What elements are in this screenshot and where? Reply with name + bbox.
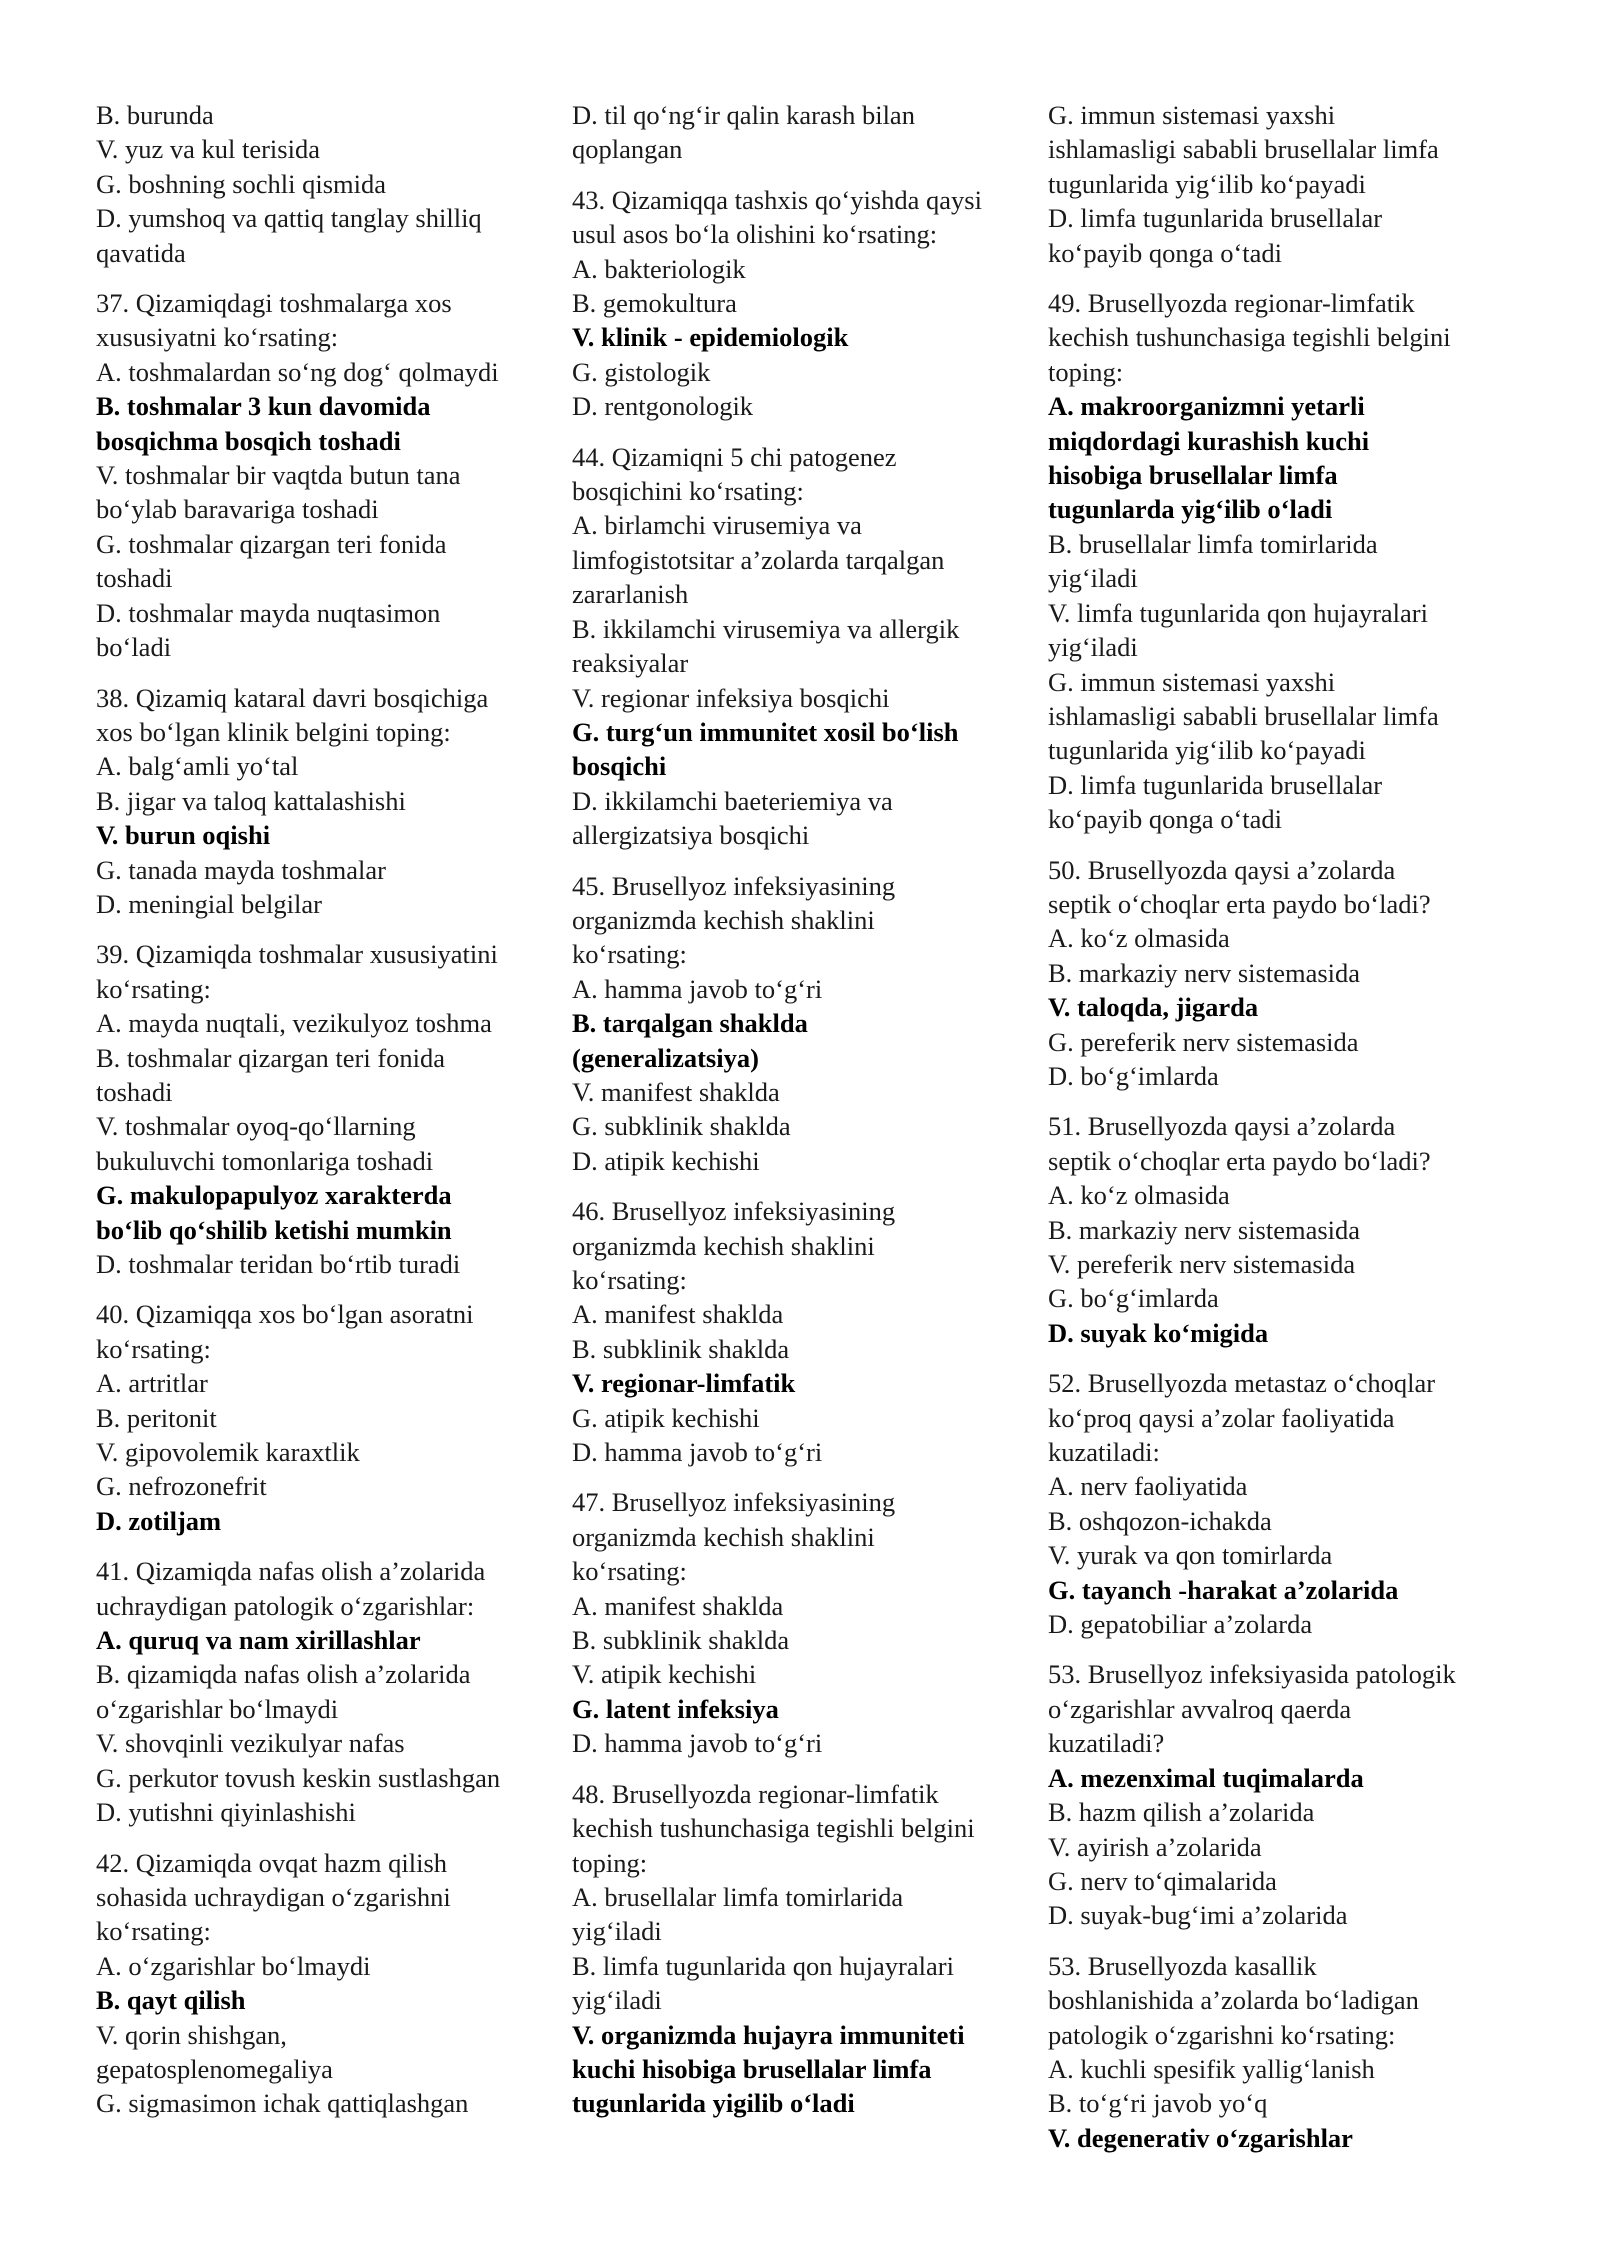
question-block xyxy=(1048,853,1518,1094)
text-line: G. sigmasimon ichak qattiqlashgan xyxy=(96,2088,469,2119)
text-line: A. manifest shaklda xyxy=(572,1299,784,1330)
text-line: B. brusellalar limfa tomirlarida xyxy=(1048,528,1378,559)
correct-answer-line: G. tayanch -harakat a’zolarida xyxy=(1048,1574,1399,1605)
correct-answer-line: B. toshmalar 3 kun davomida xyxy=(96,391,431,422)
text-line: V. ayirish a’zolarida xyxy=(1048,1831,1262,1862)
text-line: G. toshmalar qizargan teri fonida xyxy=(96,528,447,559)
correct-answer-line: B. tarqalgan shaklda xyxy=(572,1008,808,1039)
text-line: A. hamma javob to‘g‘ri xyxy=(572,973,823,1004)
text-line: 53. Brusellyoz infeksiyasida patologik xyxy=(1048,1659,1456,1690)
text-line: A. ko‘z olmasida xyxy=(1048,923,1230,954)
question-block xyxy=(1048,286,1518,837)
text-line: toping: xyxy=(572,1847,648,1878)
text-line: D. toshmalar mayda nuqtasimon xyxy=(96,597,441,628)
text-line: B. burunda xyxy=(96,100,214,130)
question-block xyxy=(572,440,1042,853)
text-line: toping: xyxy=(1048,356,1124,387)
text-line: boshlanishida a’zolarda bo‘ladigan xyxy=(1048,1985,1419,2016)
text-line: B. hazm qilish a’zolarida xyxy=(1048,1797,1315,1828)
text-column-1 xyxy=(96,98,566,2137)
question-block xyxy=(96,286,566,664)
text-line: V. gipovolemik karaxtlik xyxy=(96,1437,360,1468)
text-line: B. jigar va taloq kattalashishi xyxy=(96,785,406,816)
correct-answer-line: A. makroorganizmni yetarli xyxy=(1048,391,1365,422)
text-line: G. atipik kechishi xyxy=(572,1402,760,1433)
question-block xyxy=(96,1297,566,1538)
text-line: 38. Qizamiq kataral davri bosqichiga xyxy=(96,682,489,713)
text-line: G. nefrozonefrit xyxy=(96,1471,267,1502)
text-line: B. gemokultura xyxy=(572,288,737,319)
question-block xyxy=(572,1194,1042,1469)
text-line: limfogistotsitar a’zolarda tarqalgan xyxy=(572,544,945,575)
question-block xyxy=(96,1846,566,2121)
text-line: ishlamasligi sababli brusellalar limfa xyxy=(1048,134,1439,165)
text-line: B. toshmalar qizargan teri fonida xyxy=(96,1042,446,1073)
text-line: 44. Qizamiqni 5 chi patogenez xyxy=(572,441,897,472)
text-line: 49. Brusellyozda regionar-limfatik xyxy=(1048,288,1415,319)
text-line: bo‘ylab baravariga toshadi xyxy=(96,494,379,525)
text-line: 53. Brusellyozda kasallik xyxy=(1048,1950,1317,1981)
correct-answer-line: V. burun oqishi xyxy=(96,820,271,851)
text-line: D. suyak-bug‘imi a’zolarida xyxy=(1048,1900,1348,1931)
text-line: ishlamasligi sababli brusellalar limfa xyxy=(1048,700,1439,731)
text-line: V. limfa tugunlarida qon hujayralari xyxy=(1048,597,1428,628)
question-block xyxy=(96,937,566,1281)
text-line: yig‘iladi xyxy=(1048,563,1138,594)
text-line: D. bo‘g‘imlarda xyxy=(1048,1060,1219,1091)
text-line: ko‘payib qonga o‘tadi xyxy=(1048,804,1283,835)
text-line: yig‘iladi xyxy=(1048,632,1138,663)
question-block xyxy=(572,1485,1042,1760)
text-line: B. markaziy nerv sistemasida xyxy=(1048,957,1361,988)
question-block xyxy=(572,98,1042,167)
text-line: 42. Qizamiqda ovqat hazm qilish xyxy=(96,1847,448,1878)
text-line: V. qorin shishgan, xyxy=(96,2019,287,2050)
text-line: D. rentgonologik xyxy=(572,391,754,422)
text-line: bukuluvchi tomonlariga toshadi xyxy=(96,1145,434,1176)
text-line: reaksiyalar xyxy=(572,648,689,679)
text-line: A. nerv faoliyatida xyxy=(1048,1471,1248,1502)
text-line: V. yurak va qon tomirlarda xyxy=(1048,1540,1333,1571)
text-line: toshadi xyxy=(96,563,173,594)
correct-answer-line: miqdordagi kurashish kuchi xyxy=(1048,425,1370,456)
text-line: yig‘iladi xyxy=(572,1985,662,2016)
text-line: B. limfa tugunlarida qon hujayralari xyxy=(572,1950,954,1981)
text-line: tugunlarida yig‘ilib ko‘payadi xyxy=(1048,735,1366,766)
text-line: toshadi xyxy=(96,1076,173,1107)
question-block xyxy=(1048,1657,1518,1932)
text-line: B. peritonit xyxy=(96,1402,217,1433)
text-line: D. meningial belgilar xyxy=(96,888,322,919)
text-line: A. bakteriologik xyxy=(572,253,746,284)
question-block xyxy=(96,1554,566,1829)
text-line: A. brusellalar limfa tomirlarida xyxy=(572,1881,904,1912)
text-line: A. ko‘z olmasida xyxy=(1048,1180,1230,1211)
question-block xyxy=(96,681,566,922)
text-line: A. artritlar xyxy=(96,1368,208,1399)
text-line: D. yumshoq va qattiq tanglay shilliq xyxy=(96,203,482,234)
text-line: A. mayda nuqtali, vezikulyoz toshma xyxy=(96,1008,492,1039)
correct-answer-line: bosqichi xyxy=(572,751,667,782)
correct-answer-line: G. turg‘un immunitet xosil bo‘lish xyxy=(572,716,959,747)
text-line: kechish tushunchasiga tegishli belgini xyxy=(1048,322,1451,353)
text-line: G. nerv to‘qimalarida xyxy=(1048,1865,1277,1896)
text-line: organizmda kechish shaklini xyxy=(572,904,875,935)
text-line: B. markaziy nerv sistemasida xyxy=(1048,1214,1361,1245)
text-line: ko‘rsating: xyxy=(572,1265,687,1295)
text-line: 43. Qizamiqqa tashxis qo‘yishda qaysi xyxy=(572,184,982,215)
correct-answer-line: V. taloqda, jigarda xyxy=(1048,992,1259,1023)
text-line: G. pereferik nerv sistemasida xyxy=(1048,1026,1359,1057)
text-line: B. oshqozon-ichakda xyxy=(1048,1505,1272,1536)
text-line: G. boshning sochli qismida xyxy=(96,168,387,199)
text-line: A. o‘zgarishlar bo‘lmaydi xyxy=(96,1950,371,1981)
text-line: D. yutishni qiyinlashishi xyxy=(96,1797,356,1828)
correct-answer-line: V. klinik - epidemiologik xyxy=(572,322,849,353)
text-line: ko‘proq qaysi a’zolar faoliyatida xyxy=(1048,1402,1395,1433)
text-line: 48. Brusellyozda regionar-limfatik xyxy=(572,1778,939,1809)
correct-answer-line: V. organizmda hujayra immuniteti xyxy=(572,2019,965,2050)
text-line: tugunlarida yig‘ilib ko‘payadi xyxy=(1048,168,1366,199)
correct-answer-line: G. makulopapulyoz xarakterda xyxy=(96,1180,452,1211)
correct-answer-line: G. latent infeksiya xyxy=(572,1693,779,1724)
text-line: A. toshmalardan so‘ng dog‘ qolmaydi xyxy=(96,356,499,387)
text-line: usul asos bo‘la olishini ko‘rsating: xyxy=(572,219,938,250)
text-line: qoplangan xyxy=(572,134,683,165)
correct-answer-line: bosqichma bosqich toshadi xyxy=(96,425,401,456)
correct-answer-line: D. suyak ko‘migida xyxy=(1048,1317,1269,1348)
question-block xyxy=(96,98,566,270)
text-line: septik o‘choqlar erta paydo bo‘ladi? xyxy=(1048,888,1431,919)
text-line: G. gistologik xyxy=(572,356,711,387)
text-line: ko‘rsating: xyxy=(96,1916,211,1947)
question-block xyxy=(572,1777,1042,2121)
correct-answer-line: A. quruq va nam xirillashlar xyxy=(96,1625,421,1656)
correct-answer-line: kuchi hisobiga brusellalar limfa xyxy=(572,2053,932,2084)
text-line: B. subklinik shaklda xyxy=(572,1625,790,1656)
text-line: allergizatsiya bosqichi xyxy=(572,820,810,851)
text-line: patologik o‘zgarishni ko‘rsating: xyxy=(1048,2019,1396,2050)
text-line: ko‘payib qonga o‘tadi xyxy=(1048,237,1283,268)
text-line: gepatosplenomegaliya xyxy=(96,2053,333,2084)
text-column-3 xyxy=(1048,98,1518,2171)
correct-answer-line: hisobiga brusellalar limfa xyxy=(1048,460,1338,491)
text-line: septik o‘choqlar erta paydo bo‘ladi? xyxy=(1048,1145,1431,1176)
text-line: D. gepatobiliar a’zolarda xyxy=(1048,1609,1313,1640)
text-line: G. immun sistemasi yaxshi xyxy=(1048,100,1336,130)
text-line: G. tanada mayda toshmalar xyxy=(96,854,386,885)
correct-answer-line: A. mezenximal tuqimalarda xyxy=(1048,1762,1364,1793)
text-line: V. shovqinli vezikulyar nafas xyxy=(96,1728,405,1759)
text-line: 37. Qizamiqdagi toshmalarga xos xyxy=(96,288,452,319)
text-line: ko‘rsating: xyxy=(572,939,687,970)
text-line: G. immun sistemasi yaxshi xyxy=(1048,666,1336,697)
text-line: D. hamma javob to‘g‘ri xyxy=(572,1728,823,1759)
text-line: V. yuz va kul terisida xyxy=(96,134,320,165)
text-line: 39. Qizamiqda toshmalar xususiyatini xyxy=(96,939,498,970)
text-line: D. atipik kechishi xyxy=(572,1145,760,1176)
question-block xyxy=(1048,1949,1518,2155)
text-line: D. limfa tugunlarida brusellalar xyxy=(1048,769,1383,800)
text-line: V. toshmalar oyoq-qo‘llarning xyxy=(96,1111,416,1142)
text-line: A. balg‘amli yo‘tal xyxy=(96,751,299,782)
text-line: qavatida xyxy=(96,237,186,268)
correct-answer-line: (generalizatsiya) xyxy=(572,1042,759,1073)
text-line: ko‘rsating: xyxy=(96,1333,211,1364)
correct-answer-line: tugunlarida yigilib o‘ladi xyxy=(572,2088,855,2119)
text-line: o‘zgarishlar bo‘lmaydi xyxy=(96,1693,339,1724)
text-line: V. regionar infeksiya bosqichi xyxy=(572,682,890,713)
correct-answer-line: tugunlarda yig‘ilib o‘ladi xyxy=(1048,494,1333,525)
text-line: D. ikkilamchi baeteriemiya va xyxy=(572,785,893,816)
text-line: 45. Brusellyoz infeksiyasining xyxy=(572,870,896,901)
correct-answer-line: D. zotiljam xyxy=(96,1505,222,1536)
text-line: bosqichini ko‘rsating: xyxy=(572,476,804,507)
question-block xyxy=(572,869,1042,1179)
text-line: V. manifest shaklda xyxy=(572,1076,780,1107)
text-column-2 xyxy=(572,98,1042,2137)
text-line: V. toshmalar bir vaqtda butun tana xyxy=(96,460,461,491)
correct-answer-line: bo‘lib qo‘shilib ketishi mumkin xyxy=(96,1214,452,1245)
text-line: B. subklinik shaklda xyxy=(572,1333,790,1364)
text-line: D. limfa tugunlarida brusellalar xyxy=(1048,203,1383,234)
text-line: B. qizamiqda nafas olish a’zolarida xyxy=(96,1659,471,1690)
correct-answer-line: V. regionar-limfatik xyxy=(572,1368,796,1399)
question-block xyxy=(1048,98,1518,270)
text-line: yig‘iladi xyxy=(572,1916,662,1947)
text-line: ko‘rsating: xyxy=(96,973,211,1004)
text-line: B. to‘g‘ri javob yo‘q xyxy=(1048,2088,1268,2119)
text-line: uchraydigan patologik o‘zgarishlar: xyxy=(96,1590,475,1621)
text-line: 52. Brusellyozda metastaz o‘choqlar xyxy=(1048,1368,1436,1399)
text-line: organizmda kechish shaklini xyxy=(572,1521,875,1552)
text-line: xos bo‘lgan klinik belgini toping: xyxy=(96,716,451,747)
text-line: 46. Brusellyoz infeksiyasining xyxy=(572,1196,896,1227)
text-line: zararlanish xyxy=(572,579,689,610)
text-line: V. atipik kechishi xyxy=(572,1659,757,1690)
text-line: 47. Brusellyoz infeksiyasining xyxy=(572,1487,896,1518)
text-line: sohasida uchraydigan o‘zgarishni xyxy=(96,1881,451,1912)
text-line: kuzatiladi: xyxy=(1048,1437,1160,1468)
text-line: G. perkutor tovush keskin sustlashgan xyxy=(96,1762,501,1793)
text-line: D. toshmalar teridan bo‘rtib turadi xyxy=(96,1249,461,1279)
text-line: B. ikkilamchi virusemiya va allergik xyxy=(572,613,960,644)
text-line: organizmda kechish shaklini xyxy=(572,1230,875,1261)
text-line: 51. Brusellyozda qaysi a’zolarda xyxy=(1048,1111,1396,1142)
text-line: A. birlamchi virusemiya va xyxy=(572,510,862,541)
text-line: kechish tushunchasiga tegishli belgini xyxy=(572,1813,975,1844)
text-line: o‘zgarishlar avvalroq qaerda xyxy=(1048,1693,1352,1724)
correct-answer-line: B. qayt qilish xyxy=(96,1985,246,2016)
text-line: G. bo‘g‘imlarda xyxy=(1048,1283,1219,1314)
question-block xyxy=(1048,1366,1518,1641)
text-line: D. hamma javob to‘g‘ri xyxy=(572,1437,823,1468)
text-line: 50. Brusellyozda qaysi a’zolarda xyxy=(1048,854,1396,885)
text-line: G. subklinik shaklda xyxy=(572,1111,791,1142)
text-line: bo‘ladi xyxy=(96,632,172,663)
text-line: 40. Qizamiqqa xos bo‘lgan asoratni xyxy=(96,1299,474,1330)
text-line: 41. Qizamiqda nafas olish a’zolarida xyxy=(96,1556,486,1587)
text-line: D. til qo‘ng‘ir qalin karash bilan xyxy=(572,100,915,130)
text-line: A. kuchli spesifik yallig‘lanish xyxy=(1048,2053,1375,2084)
text-line: A. manifest shaklda xyxy=(572,1590,784,1621)
text-line: xususiyatni ko‘rsating: xyxy=(96,322,339,353)
text-line: ko‘rsating: xyxy=(572,1556,687,1587)
text-line: kuzatiladi? xyxy=(1048,1728,1165,1759)
text-line: V. pereferik nerv sistemasida xyxy=(1048,1249,1356,1279)
correct-answer-line: V. degenerativ o‘zgarishlar xyxy=(1048,2122,1353,2153)
question-block xyxy=(572,183,1042,424)
question-block xyxy=(1048,1109,1518,1350)
